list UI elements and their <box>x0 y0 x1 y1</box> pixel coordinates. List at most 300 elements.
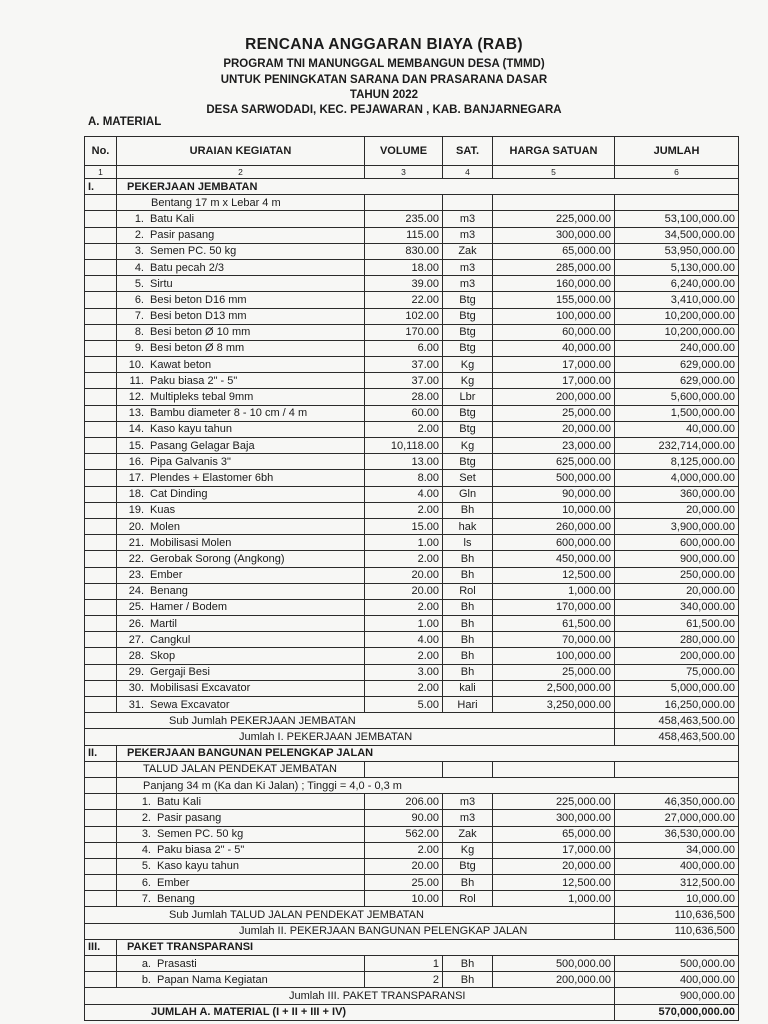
item-amount: 500,000.00 <box>615 956 739 972</box>
item-amount: 8,125,000.00 <box>615 454 739 470</box>
row-no-cell <box>85 535 117 551</box>
col-header-jumlah: JUMLAH <box>615 137 739 166</box>
table-row <box>85 842 739 858</box>
col-header-satuan: SAT. <box>443 137 493 166</box>
total-label: Jumlah I. PEKERJAAN JEMBATAN <box>85 729 615 745</box>
item-unit: Bh <box>443 972 493 988</box>
item-unit-price: 160,000.00 <box>493 276 615 292</box>
item-name: Cat Dinding <box>150 488 208 501</box>
item-volume: 90.00 <box>365 810 443 826</box>
row-no-cell <box>85 389 117 405</box>
item-unit-price: 61,500.00 <box>493 616 615 632</box>
table-row <box>85 664 739 680</box>
table-row <box>85 697 739 713</box>
item-description <box>117 648 365 664</box>
item-unit: m3 <box>443 276 493 292</box>
item-number: 26. <box>128 617 144 630</box>
table-row <box>85 340 739 356</box>
table-row <box>85 243 739 259</box>
item-number: 3. <box>134 245 144 258</box>
item-volume: 13.00 <box>365 454 443 470</box>
item-volume: 5.00 <box>365 697 443 713</box>
item-unit-price: 100,000.00 <box>493 648 615 664</box>
section-heading-row <box>85 745 739 761</box>
item-volume: 1.00 <box>365 535 443 551</box>
item-unit: Btg <box>443 324 493 340</box>
section-number: III. <box>85 939 117 955</box>
item-volume: 25.00 <box>365 875 443 891</box>
item-unit: m3 <box>443 211 493 227</box>
item-number: 7. <box>141 892 151 905</box>
subtotal-label: Sub Jumlah PEKERJAAN JEMBATAN <box>85 713 615 729</box>
item-amount: 340,000.00 <box>615 599 739 615</box>
item-name: Cangkul <box>150 633 191 646</box>
subtotal-value: 458,463,500.00 <box>615 713 739 729</box>
item-amount: 280,000.00 <box>615 632 739 648</box>
sub-title-row <box>85 761 739 777</box>
item-number: a. <box>141 957 151 970</box>
item-description <box>117 405 365 421</box>
item-description <box>117 891 365 907</box>
row-no-cell <box>85 616 117 632</box>
row-no-cell <box>85 972 117 988</box>
item-description <box>117 632 365 648</box>
row-no-cell <box>85 373 117 389</box>
section-title: PEKERJAAN JEMBATAN <box>117 179 739 195</box>
item-description <box>117 551 365 567</box>
item-name: Gerobak Sorong (Angkong) <box>150 552 285 565</box>
item-unit-price: 17,000.00 <box>493 357 615 373</box>
item-number: 28. <box>128 650 144 663</box>
total-value: 458,463,500.00 <box>615 729 739 745</box>
section-1-body <box>85 179 739 713</box>
item-name: Paku biasa 2" - 5" <box>150 374 238 387</box>
item-description <box>117 308 365 324</box>
item-volume: 20.00 <box>365 583 443 599</box>
item-unit-price: 1,000.00 <box>493 583 615 599</box>
item-amount: 5,130,000.00 <box>615 259 739 275</box>
item-unit-price: 600,000.00 <box>493 535 615 551</box>
row-no-cell <box>85 567 117 583</box>
item-name: Ember <box>157 876 190 889</box>
item-unit-price: 60,000.00 <box>493 324 615 340</box>
row-no-cell <box>85 632 117 648</box>
item-amount: 6,240,000.00 <box>615 276 739 292</box>
item-volume: 15.00 <box>365 518 443 534</box>
item-number: 25. <box>128 601 144 614</box>
item-volume: 170.00 <box>365 324 443 340</box>
row-no-cell <box>85 486 117 502</box>
item-name: Papan Nama Kegiatan <box>157 973 268 986</box>
item-amount: 4,000,000.00 <box>615 470 739 486</box>
column-index: 2 <box>117 166 365 179</box>
total-label: Jumlah II. PEKERJAAN BANGUNAN PELENGKAP JALAN <box>85 923 615 939</box>
item-volume: 562.00 <box>365 826 443 842</box>
item-unit-price: 285,000.00 <box>493 259 615 275</box>
item-number: 29. <box>128 666 144 679</box>
item-unit: Lbr <box>443 389 493 405</box>
table-row <box>85 972 739 988</box>
item-amount: 53,100,000.00 <box>615 211 739 227</box>
item-unit: ls <box>443 535 493 551</box>
row-no-cell <box>85 826 117 842</box>
item-name: Kaso kayu tahun <box>157 860 239 873</box>
item-number: 6. <box>141 876 151 889</box>
item-name: Mobilisasi Molen <box>150 536 232 549</box>
item-name: Mobilisasi Excavator <box>150 682 251 695</box>
table-row <box>85 680 739 696</box>
item-name: Pasir pasang <box>157 811 222 824</box>
item-description <box>117 502 365 518</box>
item-unit: Bh <box>443 599 493 615</box>
table-row <box>85 858 739 874</box>
item-unit: Btg <box>443 858 493 874</box>
item-volume: 2.00 <box>365 551 443 567</box>
item-unit: Set <box>443 470 493 486</box>
item-amount: 10,000.00 <box>615 891 739 907</box>
item-name: Batu Kali <box>150 212 195 225</box>
row-no-cell <box>85 438 117 454</box>
item-unit-price: 100,000.00 <box>493 308 615 324</box>
item-unit-price: 17,000.00 <box>493 842 615 858</box>
item-amount: 200,000.00 <box>615 648 739 664</box>
row-no-cell <box>85 518 117 534</box>
column-index: 1 <box>85 166 117 179</box>
item-volume: 4.00 <box>365 486 443 502</box>
item-volume: 2.00 <box>365 680 443 696</box>
item-volume: 4.00 <box>365 632 443 648</box>
table-row <box>85 567 739 583</box>
item-amount: 629,000.00 <box>615 373 739 389</box>
section-2-totals <box>85 907 739 939</box>
item-number: 3. <box>141 828 151 841</box>
item-volume: 37.00 <box>365 373 443 389</box>
item-description <box>117 373 365 389</box>
item-number: 17. <box>128 471 144 484</box>
subtotal-row <box>85 713 739 729</box>
item-description <box>117 664 365 680</box>
item-name: Pasang Gelagar Baja <box>150 439 255 452</box>
table-row <box>85 891 739 907</box>
item-description <box>117 389 365 405</box>
item-description <box>117 276 365 292</box>
item-amount: 600,000.00 <box>615 535 739 551</box>
item-volume: 20.00 <box>365 567 443 583</box>
item-description <box>117 875 365 891</box>
row-no-cell <box>85 680 117 696</box>
item-name: Plendes + Elastomer 6bh <box>150 471 274 484</box>
item-unit: Bh <box>443 648 493 664</box>
item-number: 1. <box>141 795 151 808</box>
subtotal-value: 110,636,500 <box>615 907 739 923</box>
subtotal-label: Sub Jumlah TALUD JALAN PENDEKAT JEMBATAN <box>85 907 615 923</box>
item-amount: 3,410,000.00 <box>615 292 739 308</box>
section-1-totals <box>85 713 739 745</box>
item-description <box>117 842 365 858</box>
document-subtitle-location: DESA SARWODADI, KEC. PEJAWARAN , KAB. BANJARNEGARA <box>206 104 562 116</box>
item-number: 4. <box>141 844 151 857</box>
row-no-cell <box>85 470 117 486</box>
item-unit-price: 2,500,000.00 <box>493 680 615 696</box>
item-amount: 27,000,000.00 <box>615 810 739 826</box>
item-number: 7. <box>134 310 144 323</box>
total-row <box>85 729 739 745</box>
table-row <box>85 373 739 389</box>
row-no-cell <box>85 454 117 470</box>
item-unit-price: 90,000.00 <box>493 486 615 502</box>
item-unit-price: 300,000.00 <box>493 810 615 826</box>
item-unit: Rol <box>443 583 493 599</box>
item-volume: 37.00 <box>365 357 443 373</box>
item-name: Benang <box>150 585 188 598</box>
item-amount: 5,000,000.00 <box>615 680 739 696</box>
table-row <box>85 583 739 599</box>
col-header-no: No. <box>85 137 117 166</box>
item-amount: 400,000.00 <box>615 972 739 988</box>
item-number: 22. <box>128 552 144 565</box>
row-no-cell <box>85 875 117 891</box>
item-number: 1. <box>134 212 144 225</box>
item-name: Multipleks tebal 9mm <box>150 391 254 404</box>
section-title: PEKERJAAN BANGUNAN PELENGKAP JALAN <box>117 745 739 761</box>
item-amount: 232,714,000.00 <box>615 438 739 454</box>
row-no-cell <box>85 421 117 437</box>
item-amount: 40,000.00 <box>615 421 739 437</box>
row-no-cell <box>85 243 117 259</box>
item-description <box>117 211 365 227</box>
column-index: 4 <box>443 166 493 179</box>
item-unit: Btg <box>443 308 493 324</box>
item-unit: Bh <box>443 664 493 680</box>
row-no-cell <box>85 664 117 680</box>
table-row <box>85 259 739 275</box>
item-unit: Kg <box>443 438 493 454</box>
item-unit: kali <box>443 680 493 696</box>
section-3-body <box>85 939 739 988</box>
item-number: 21. <box>128 536 144 549</box>
item-amount: 75,000.00 <box>615 664 739 680</box>
item-name: Kaso kayu tahun <box>150 423 232 436</box>
item-name: Molen <box>150 520 180 533</box>
table-row <box>85 324 739 340</box>
item-description <box>117 567 365 583</box>
item-description <box>117 486 365 502</box>
item-description <box>117 972 365 988</box>
grand-total-value: 570,000,000.00 <box>615 1004 739 1020</box>
table-row <box>85 292 739 308</box>
section-spec: Bentang 17 m x Lebar 4 m <box>117 195 365 211</box>
section-label-material: A. MATERIAL <box>88 116 162 128</box>
item-unit: Rol <box>443 891 493 907</box>
item-name: Besi beton D13 mm <box>150 310 247 323</box>
row-no-cell <box>85 340 117 356</box>
item-description <box>117 956 365 972</box>
item-unit: m3 <box>443 227 493 243</box>
item-volume: 2 <box>365 972 443 988</box>
item-volume: 235.00 <box>365 211 443 227</box>
item-description <box>117 357 365 373</box>
item-name: Pasir pasang <box>150 229 215 242</box>
item-volume: 60.00 <box>365 405 443 421</box>
item-description <box>117 616 365 632</box>
item-description <box>117 438 365 454</box>
table-row <box>85 470 739 486</box>
item-number: 19. <box>128 504 144 517</box>
row-no-cell <box>85 357 117 373</box>
item-name: Hamer / Bodem <box>150 601 228 614</box>
item-volume: 1.00 <box>365 616 443 632</box>
item-name: Benang <box>157 892 195 905</box>
item-unit: Bh <box>443 956 493 972</box>
item-name: Martil <box>150 617 177 630</box>
item-unit-price: 500,000.00 <box>493 956 615 972</box>
item-amount: 61,500.00 <box>615 616 739 632</box>
table-row <box>85 357 739 373</box>
item-unit: Bh <box>443 632 493 648</box>
item-name: Sewa Excavator <box>150 698 230 711</box>
item-description <box>117 697 365 713</box>
item-unit-price: 3,250,000.00 <box>493 697 615 713</box>
row-no-cell <box>85 324 117 340</box>
item-number: 8. <box>134 326 144 339</box>
column-index-row <box>85 166 739 179</box>
item-name: Semen PC. 50 kg <box>157 828 244 841</box>
item-amount: 16,250,000.00 <box>615 697 739 713</box>
section-2-body <box>85 745 739 907</box>
item-number: b. <box>141 973 151 986</box>
item-amount: 629,000.00 <box>615 357 739 373</box>
document-subtitle-purpose: UNTUK PENINGKATAN SARANA DAN PRASARANA DASAR <box>220 74 548 86</box>
item-amount: 53,950,000.00 <box>615 243 739 259</box>
row-no-cell <box>85 810 117 826</box>
item-name: Bambu diameter 8 - 10 cm / 4 m <box>150 407 308 420</box>
row-no-cell <box>85 858 117 874</box>
item-amount: 46,350,000.00 <box>615 794 739 810</box>
item-unit: Kg <box>443 373 493 389</box>
item-number: 16. <box>128 455 144 468</box>
section-3-totals <box>85 988 739 1020</box>
total-value: 110,636,500 <box>615 923 739 939</box>
item-volume: 102.00 <box>365 308 443 324</box>
item-unit-price: 25,000.00 <box>493 405 615 421</box>
table-row <box>85 502 739 518</box>
spec-row <box>85 195 739 211</box>
item-name: Pipa Galvanis 3" <box>150 455 231 468</box>
section-title: PAKET TRANSPARANSI <box>117 939 739 955</box>
item-unit-price: 12,500.00 <box>493 875 615 891</box>
table-row <box>85 421 739 437</box>
table-row <box>85 438 739 454</box>
item-number: 5. <box>134 277 144 290</box>
item-name: Paku biasa 2" - 5" <box>157 844 245 857</box>
item-volume: 2.00 <box>365 599 443 615</box>
row-no-cell <box>85 842 117 858</box>
table-row <box>85 875 739 891</box>
section-heading-row <box>85 939 739 955</box>
item-number: 2. <box>141 811 151 824</box>
table-row <box>85 616 739 632</box>
item-volume: 2.00 <box>365 842 443 858</box>
table-row <box>85 810 739 826</box>
item-unit: Bh <box>443 616 493 632</box>
item-unit-price: 12,500.00 <box>493 567 615 583</box>
item-unit-price: 20,000.00 <box>493 421 615 437</box>
item-volume: 10,118.00 <box>365 438 443 454</box>
item-unit-price: 23,000.00 <box>493 438 615 454</box>
item-description <box>117 340 365 356</box>
item-volume: 2.00 <box>365 648 443 664</box>
item-amount: 10,200,000.00 <box>615 324 739 340</box>
row-no-cell <box>85 956 117 972</box>
item-unit: Btg <box>443 405 493 421</box>
table-row <box>85 276 739 292</box>
row-no-cell <box>85 227 117 243</box>
item-description <box>117 518 365 534</box>
item-description <box>117 259 365 275</box>
item-unit: hak <box>443 518 493 534</box>
item-unit-price: 10,000.00 <box>493 502 615 518</box>
item-unit-price: 200,000.00 <box>493 389 615 405</box>
item-description <box>117 292 365 308</box>
item-unit: Gln <box>443 486 493 502</box>
item-description <box>117 227 365 243</box>
table-row <box>85 632 739 648</box>
item-volume: 22.00 <box>365 292 443 308</box>
row-no-cell <box>85 308 117 324</box>
item-volume: 8.00 <box>365 470 443 486</box>
item-amount: 10,200,000.00 <box>615 308 739 324</box>
item-volume: 6.00 <box>365 340 443 356</box>
item-unit: Bh <box>443 551 493 567</box>
table-row <box>85 454 739 470</box>
item-unit: Bh <box>443 875 493 891</box>
table-row <box>85 227 739 243</box>
item-unit: Btg <box>443 454 493 470</box>
item-name: Kuas <box>150 504 176 517</box>
item-description <box>117 243 365 259</box>
item-unit-price: 65,000.00 <box>493 243 615 259</box>
col-header-uraian: URAIAN KEGIATAN <box>117 137 365 166</box>
item-unit: Btg <box>443 421 493 437</box>
item-volume: 3.00 <box>365 664 443 680</box>
row-no-cell <box>85 697 117 713</box>
item-name: Batu Kali <box>157 795 202 808</box>
item-volume: 39.00 <box>365 276 443 292</box>
item-number: 30. <box>128 682 144 695</box>
item-unit-price: 65,000.00 <box>493 826 615 842</box>
item-number: 6. <box>134 293 144 306</box>
item-amount: 36,530,000.00 <box>615 826 739 842</box>
col-header-harga: HARGA SATUAN <box>493 137 615 166</box>
row-no-cell <box>85 502 117 518</box>
item-description <box>117 680 365 696</box>
table-row <box>85 389 739 405</box>
grand-total-row <box>85 1004 739 1020</box>
row-no-cell <box>85 276 117 292</box>
item-description <box>117 810 365 826</box>
total-row <box>85 988 739 1004</box>
item-number: 13. <box>128 407 144 420</box>
item-number: 23. <box>128 569 144 582</box>
item-unit-price: 17,000.00 <box>493 373 615 389</box>
table-row <box>85 211 739 227</box>
item-number: 9. <box>134 342 144 355</box>
item-number: 24. <box>128 585 144 598</box>
total-row <box>85 923 739 939</box>
item-amount: 1,500,000.00 <box>615 405 739 421</box>
item-amount: 312,500.00 <box>615 875 739 891</box>
row-no-cell <box>85 599 117 615</box>
